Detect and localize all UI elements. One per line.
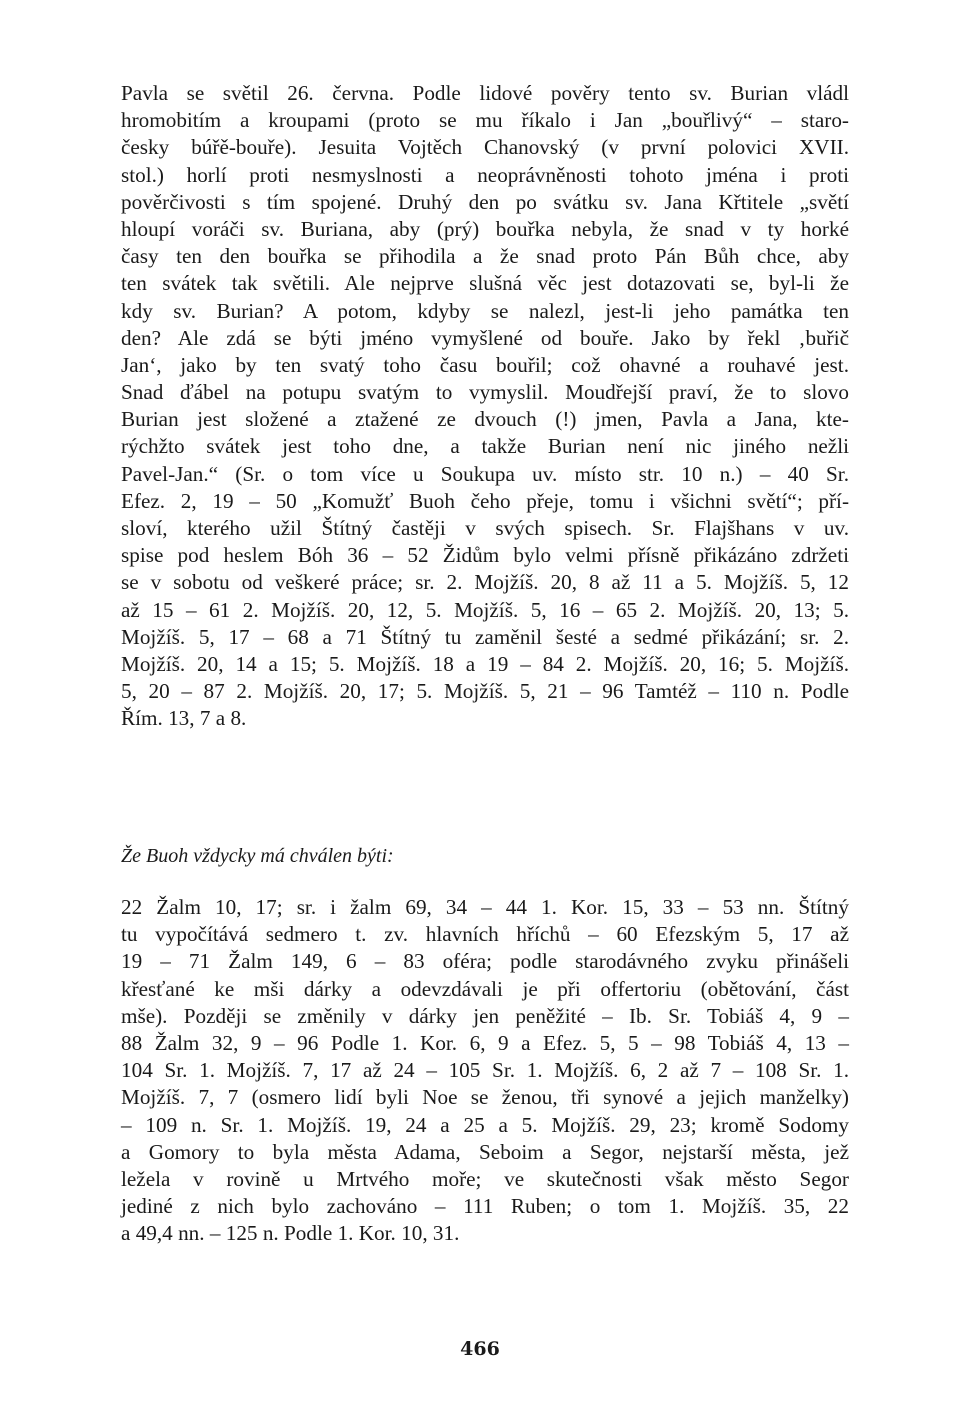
text-line: česky búřě-bouře). Jesuita Vojtěch Chanovský (v první polovici XVII. [121, 135, 849, 160]
text-line: sloví, kterého užil Štítný častěji v svých spisech. Sr. Flajšhans v uv. [121, 516, 849, 540]
text-line: jediné z nich bylo zachováno – 111 Ruben; o tom 1. Mojžíš. 35, 22 [121, 1194, 849, 1219]
text-line: Pavla se světil 26. června. Podle lidové pověry tento sv. Burian vládl [121, 81, 849, 105]
text-line: spise pod heslem Bóh 36 – 52 Židům bylo velmi přísně přikázáno zdržeti [121, 543, 849, 568]
text-line: křesťané ke mši dárky a odevzdávali je při offertoriu (obětování, část [121, 976, 849, 1001]
text-line: rýchžto svátek jest toho dne, a takže Burian není nic jiného nežli [121, 434, 849, 459]
text-line: ležela v rovině u Mrtvého moře; ve skutečnosti však město Segor [121, 1166, 849, 1191]
text-line: Jan‘, jako by ten svatý toho času bouřil; což ohavné a rouhavé jest. [121, 352, 849, 377]
commentary-block-1 [121, 80, 849, 733]
text-line: Mojžíš. 7, 7 (osmero lidí byli Noe se ženou, tři synové a jejich manželky) [121, 1085, 849, 1110]
text-line: kdy sv. Burian? A potom, kdyby se nalezl, jest-li jeho památka ten [121, 298, 849, 323]
text-line: stol.) horlí proti nesmyslnosti a neoprávněnosti tohoto jména i proti [121, 162, 849, 187]
text-line: hromobitím a kroupami (proto se mu říkalo i Jan „bouřlivý“ – staro- [121, 108, 849, 133]
text-line: hloupí voráči sv. Buriana, aby (prý) bouřka nebyla, že snad v ty horké [121, 216, 849, 241]
text-line: Řím. 13, 7 a 8. [121, 706, 247, 731]
text-line: pověrčivosti s tím spojené. Druhý den po svátku sv. Jana Křtitele „světí [121, 189, 849, 214]
text-line: a 49,4 nn. – 125 n. Podle 1. Kor. 10, 31. [121, 1221, 460, 1246]
text-line: 22 Žalm 10, 17; sr. i žalm 69, 34 – 44 1. Kor. 15, 33 – 53 nn. Štítný [121, 895, 849, 919]
text-line: časy ten den bouřka se přihodila a že snad proto Pán Bůh chce, aby [121, 244, 849, 269]
text-line: 104 Sr. 1. Mojžíš. 7, 17 až 24 – 105 Sr. 1. Mojžíš. 6, 2 až 7 – 108 Sr. 1. [121, 1058, 849, 1083]
text-line: 88 Žalm 32, 9 – 96 Podle 1. Kor. 6, 9 a Efez. 5, 5 – 98 Tobiáš 4, 13 – [121, 1030, 849, 1055]
text-line: až 15 – 61 2. Mojžíš. 20, 12, 5. Mojžíš. 5, 16 – 65 2. Mojžíš. 20, 13; 5. [121, 597, 849, 622]
text-line: mše). Později se změnily v dárky jen peněžité – Ib. Sr. Tobiáš 4, 9 – [121, 1003, 849, 1028]
text-line: Snad ďábel na potupu svatým to vymyslil. Moudřejší praví, že to slovo [121, 380, 849, 405]
page-number: 466 [460, 1338, 500, 1360]
text-line: Mojžíš. 20, 14 a 15; 5. Mojžíš. 18 a 19 – 84 2. Mojžíš. 20, 16; 5. Mojžíš. [121, 651, 849, 676]
text-line: se v sobotu od veškeré práce; sr. 2. Mojžíš. 20, 8 až 11 a 5. Mojžíš. 5, 12 [121, 570, 849, 595]
text-line: den? Ale zdá se býti jméno vymyšlené od bouře. Jako by řekl ‚buřič [121, 325, 849, 350]
text-line: 19 – 71 Žalm 149, 6 – 83 oféra; podle starodávného zvyku přinášeli [121, 949, 849, 974]
section-heading: Že Buoh vždycky má chválen býti: [121, 845, 394, 867]
text-line: a Gomory to byla města Adama, Seboim a Segor, nejstarší města, jež [121, 1139, 849, 1164]
text-line: tu vypočítává sedmero t. zv. hlavních hříchů – 60 Efezským 5, 17 až [121, 922, 849, 947]
text-line: Efez. 2, 19 – 50 „Komužť Buoh čeho přeje, tomu i všichni světí“; pří- [121, 488, 849, 513]
text-line: ten svátek tak světili. Ale nejprve slušná věc jest dotazovati se, byl-li že [121, 271, 849, 296]
text-line: Mojžíš. 5, 17 – 68 a 71 Štítný tu zaměnil šesté a sedmé přikázání; sr. 2. [121, 624, 849, 649]
text-line: Pavel-Jan.“ (Sr. o tom více u Soukupa uv. místo str. 10 n.) – 40 Sr. [121, 461, 849, 486]
text-line: Burian jest složené a ztažené ze dvouch (!) jmen, Pavla a Jana, kte- [121, 407, 849, 432]
text-line: 5, 20 – 87 2. Mojžíš. 20, 17; 5. Mojžíš. 5, 21 – 96 Tamtéž – 110 n. Podle [121, 679, 849, 704]
commentary-block-2 [121, 894, 849, 1247]
text-line: – 109 n. Sr. 1. Mojžíš. 19, 24 a 25 a 5. Mojžíš. 29, 23; kromě Sodomy [121, 1112, 849, 1137]
